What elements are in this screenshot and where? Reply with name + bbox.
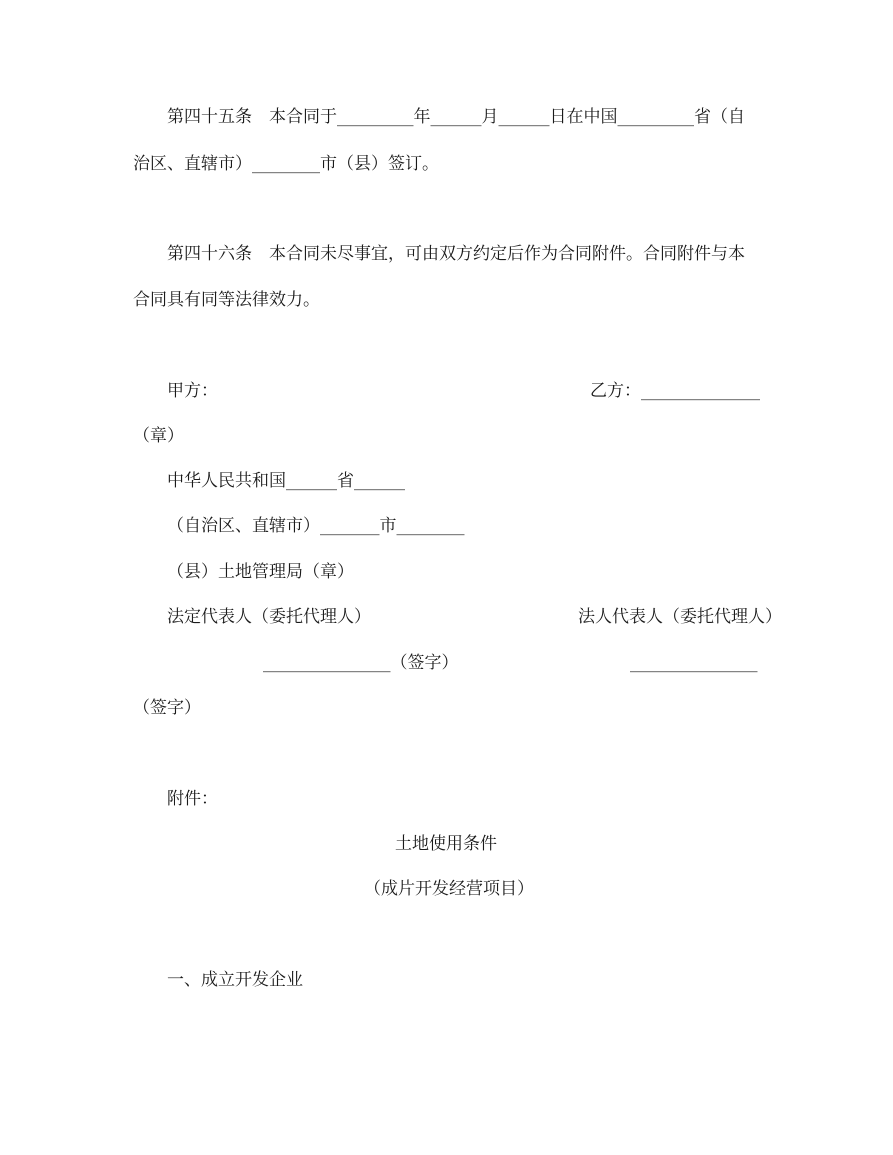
section-1-heading: 一、成立开发企业: [167, 970, 303, 990]
land-bureau-line: （县）土地管理局（章）: [167, 562, 354, 582]
article-45-line-1: 第四十五条 本合同于_________年______月______日在中国_________省（自: [167, 107, 745, 127]
party-a-label: 甲方：: [167, 381, 218, 401]
attachment-title: 土地使用条件: [395, 834, 497, 854]
legal-rep-a: 法定代表人（委托代理人）: [167, 607, 371, 627]
article-45-line-2: 治区、直辖市）________市（县）签订。: [133, 154, 439, 174]
attachment-label: 附件：: [167, 789, 218, 809]
article-46-line-1: 第四十六条 本合同未尽事宜，可由双方约定后作为合同附件。合同附件与本: [167, 244, 745, 264]
article-46-line-2: 合同具有同等法律效力。: [133, 290, 320, 310]
signature-label-b: （签字）: [133, 698, 201, 718]
seal-label: （章）: [133, 426, 184, 446]
country-province-line: 中华人民共和国______省______: [167, 471, 405, 491]
signature-line-b: _______________: [630, 653, 758, 673]
attachment-subtitle: （成片开发经营项目）: [364, 879, 534, 899]
signature-line-a: _______________（签字）: [263, 653, 459, 673]
party-b-label: 乙方：______________: [590, 381, 760, 401]
legal-rep-b: 法人代表人（委托代理人）: [578, 607, 782, 627]
region-city-line: （自治区、直辖市）_______市________: [167, 516, 465, 536]
